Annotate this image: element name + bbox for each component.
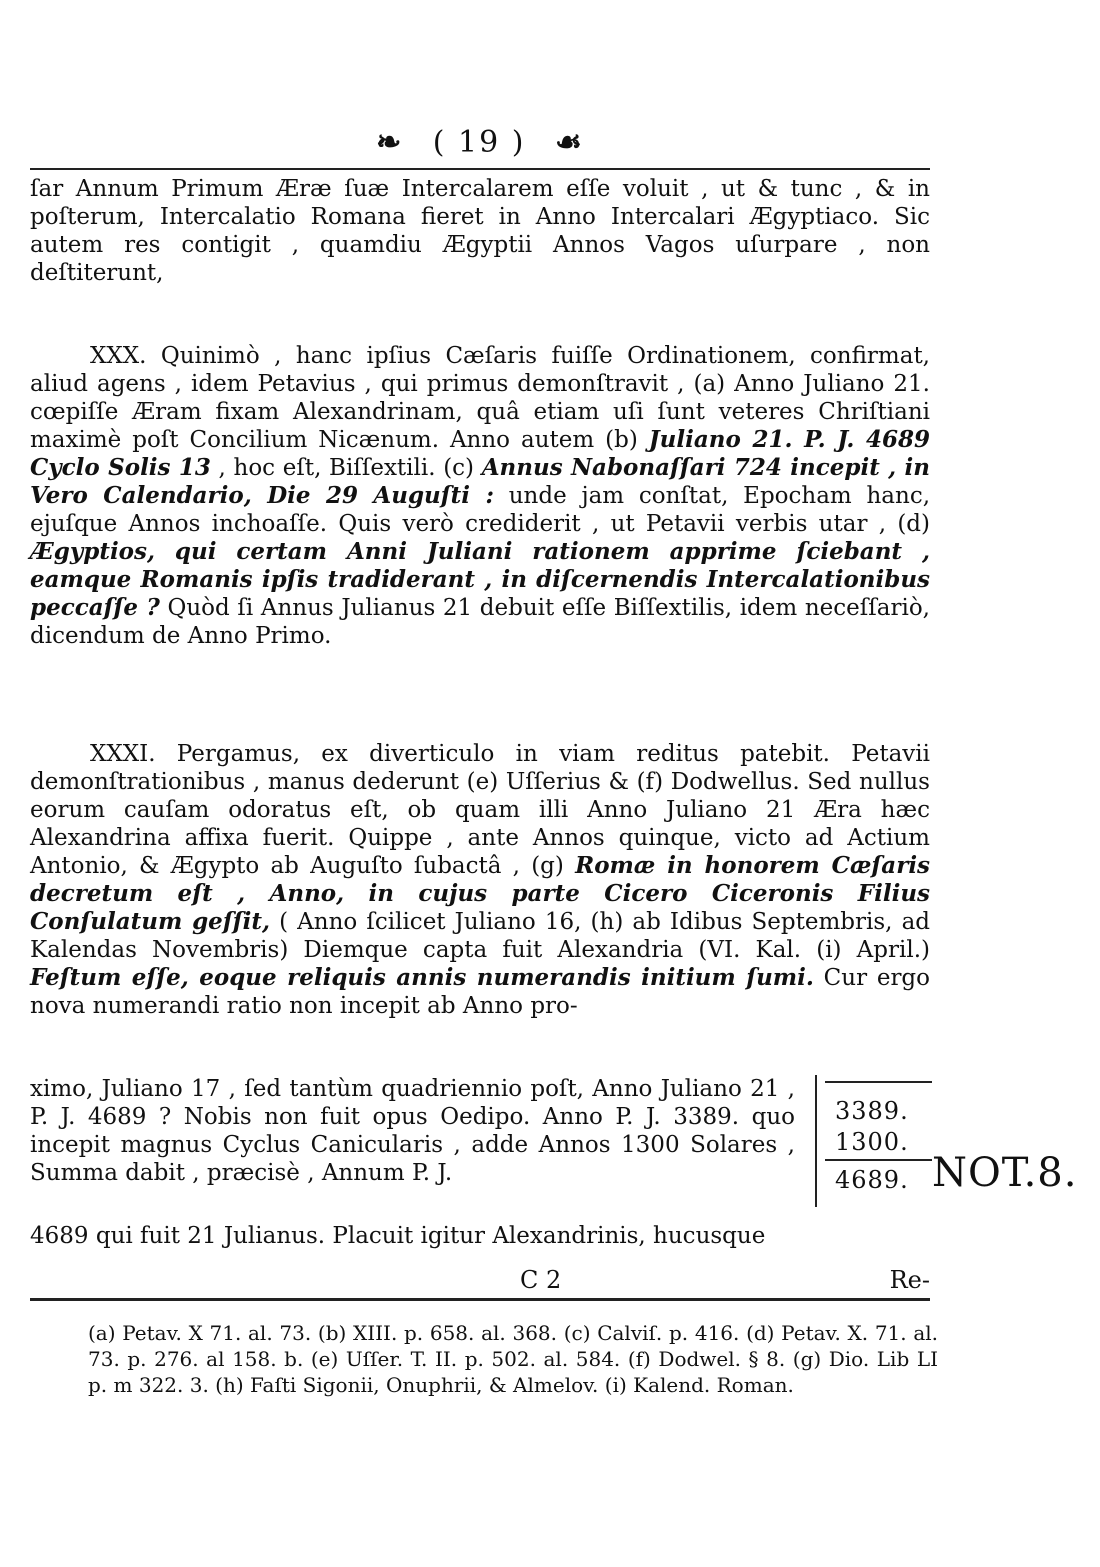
paragraph-xxxi <box>30 740 930 1020</box>
margin-note: NOT.8. <box>932 1150 1078 1196</box>
paragraph-xxx-italic-b: Juliano 21. P. J. 4689 Cyclo Solis 13 <box>30 426 931 481</box>
paragraph-xxx <box>30 342 930 650</box>
paragraph-final-line: 4689 qui fuit 21 Julianus. Placuit igitur Alexandrinis, hucusque <box>30 1223 766 1249</box>
page-number: ( 19 ) <box>432 125 526 160</box>
calc-top-rule <box>825 1081 932 1083</box>
right-ornament-icon: ☙ <box>554 125 584 160</box>
paragraph-xxxi-text-c: ( Anno ſcilicet Juliano 16, (h) ab Idibus Septembris, ad Kalendas Novembris) Diemque capta fuit Alexandria (VI. Kal. (i) April.) <box>30 909 931 963</box>
calc-sum: 4689. <box>835 1166 909 1194</box>
header-rule <box>30 168 930 170</box>
page-header <box>30 125 930 165</box>
paragraph-xxx-text-e: unde jam conſtat, Epocham hanc, ejuſque Annos inchoaſſe. Quis verò crediderit , ut Petavii verbis utar , (d) <box>30 483 931 537</box>
paragraph-xxxi-italic-b: Romæ in honorem Cæſaris decretum eſt , Anno, in cujus parte Cicero Ciceronis Filius Conſulatum geſſit, <box>30 852 931 935</box>
catchword: Re- <box>889 1266 930 1294</box>
paragraph-continuation: ſar Annum Primum Æræ ſuæ Intercalarem eſſe voluit , ut & tunc , & in poſterum, Intercalatio Romana fieret in Anno Intercalari Ægyptiaco. Sic autem res contigit , quamdiu Ægyptii Annos Vagos uſurpare , non deſtiterunt, <box>30 176 930 286</box>
paragraph-xxx-text-a: XXX. Quinimò , hanc ipſius Cæſaris fuiſſe Ordinationem, confirmat, aliud agens , idem Petavius , qui primus demonſtravit , (a) Anno Juliano 21. cœpiſſe Æram fixam Alexandrinam, quâ etiam uſi ſunt veteres Chriſtiani maximè poſt Concilium Nicænum. Anno autem (b) <box>30 343 930 453</box>
calc-sum-rule <box>825 1159 932 1161</box>
paragraph-xxx-italic-f: Ægyptios, qui certam Anni Juliani rationem apprime ſciebant , eamque Romanis ipſis tradiderant , in diſcernendis Intercalationibus peccaſſe ? <box>30 538 930 621</box>
footnotes: (a) Petav. X 71. al. 73. (b) XIII. p. 658. al. 368. (c) Calviſ. p. 416. (d) Petav. X. 71. al. 73. p. 276. al 158. b. (e) Uſſer. T. II. p. 502. al. 584. (f) Dodwel. § 8. (g) Dio. Lib LI p. m 322. 3. (h) Faſti Sigonii, Onuphrii, & Almelov. (i) Kalend. Roman. <box>88 1321 938 1397</box>
paragraph-xxxi-continued: ximo, Juliano 17 , ſed tantùm quadriennio poſt, Anno Juliano 21 , P. J. 4689 ? Nobis non fuit opus Oedipo. Anno P. J. 3389. quo incepit magnus Cyclus Canicularis , adde Annos 1300 Solares , Summa dabit , præcisè , Annum P. J. <box>30 1076 795 1186</box>
calc-addend-1: 3389. <box>835 1097 909 1125</box>
addition-calculation <box>815 1075 932 1207</box>
paragraph-xxx-italic-d: Annus Nabonaſſari 724 incepit , in Vero Calendario, Die 29 Auguſti : <box>30 454 930 509</box>
paragraph-xxxi-italic-d: Feſtum eſſe, eoque reliquis annis numerandis initium ſumi. <box>30 964 814 991</box>
paragraph-xxxi-text-e: Cur ergo nova numerandi ratio non incepit ab Anno pro- <box>30 965 931 1019</box>
signature-mark: C 2 <box>520 1266 562 1294</box>
footnote-rule <box>30 1298 930 1301</box>
left-ornament-icon: ❧ <box>376 125 404 160</box>
paragraph-xxx-text-c: , hoc eſt, Biſſextili. (c) <box>218 455 475 481</box>
paragraph-xxxi-text-a: XXXI. Pergamus, ex diverticulo in viam reditus patebit. Petavii demonſtrationibus , manus dederunt (e) Uſſerius & (f) Dodwellus. Sed nullus eorum cauſam odoratus eſt, ob quam illi Anno Juliano 21 Æra hæc Alexandrina affixa fuerit. Quippe , ante Annos quinque, victo ad Actium Antonio, & Ægypto ab Auguſto ſubactâ , (g) <box>30 741 930 879</box>
calc-addend-2: 1300. <box>835 1128 909 1156</box>
paragraph-xxx-text-g: Quòd ſi Annus Julianus 21 debuit eſſe Biſſextilis, idem neceſſariò, dicendum de Anno Primo. <box>30 595 930 649</box>
